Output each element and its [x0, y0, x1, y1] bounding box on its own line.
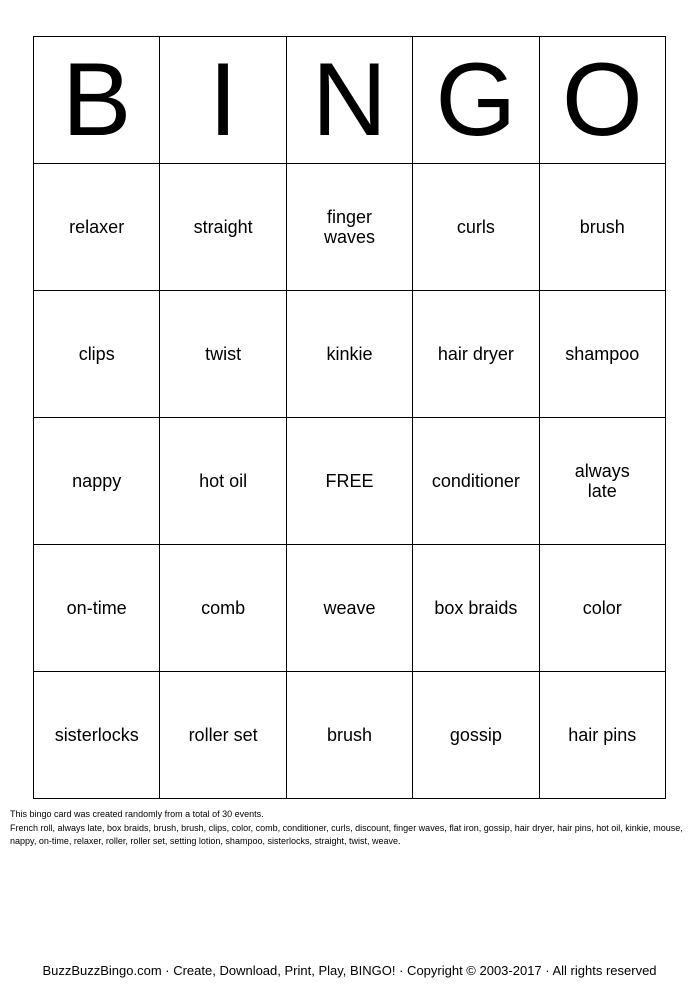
bingo-cell — [34, 291, 160, 418]
notes-summary: This bingo card was created randomly from a total of 30 events. — [10, 809, 264, 819]
bingo-cell — [539, 672, 665, 799]
bingo-cell — [413, 291, 539, 418]
cell-label: kinkie — [326, 344, 373, 364]
bingo-cell — [34, 418, 160, 545]
cell-label: comb — [201, 598, 246, 618]
cell-label: hair pins — [568, 725, 637, 745]
page-footer: BuzzBuzzBingo.com · Create, Download, Print, Play, BINGO! · Copyright © 2003-2017 · All rights reserved — [42, 963, 657, 978]
bingo-cell — [160, 545, 286, 672]
cell-label: color — [582, 598, 622, 618]
header-letter-g: G — [413, 37, 539, 164]
bingo-cell — [413, 164, 539, 291]
bingo-cell — [160, 418, 286, 545]
cell-label: conditioner — [431, 471, 520, 491]
bingo-cell — [539, 164, 665, 291]
cell-label: hair dryer — [437, 344, 514, 364]
cell-label: weave — [323, 598, 376, 618]
bingo-cell — [160, 672, 286, 799]
bingo-row-4 — [34, 545, 666, 672]
header-letter-o: O — [539, 37, 665, 164]
bingo-cell — [34, 164, 160, 291]
cell-label: twist — [205, 344, 242, 364]
bingo-row-3 — [34, 418, 666, 545]
cell-label: relaxer — [69, 217, 125, 237]
cell-label: brush — [579, 217, 625, 237]
bingo-row-1 — [34, 164, 666, 291]
bingo-cell — [539, 545, 665, 672]
bingo-cell — [34, 672, 160, 799]
bingo-cell — [286, 291, 412, 418]
cell-label: box braids — [434, 598, 518, 618]
notes-event-list: French roll, always late, box braids, brush, brush, clips, color, comb, conditioner, curls, discount, finger waves, flat iron, gossip, hair dryer, hair pins, hot oil, kinkie, mouse, nappy, on-time, relaxer, roller, roller set, setting lotion, shampoo, sisterlocks, straight, twist, weave. — [10, 822, 683, 846]
bingo-cell — [286, 672, 412, 799]
bingo-cell — [286, 545, 412, 672]
free-space-label: FREE — [325, 471, 374, 491]
bingo-card — [33, 36, 666, 799]
bingo-cell — [413, 672, 539, 799]
cell-label: roller set — [188, 725, 258, 745]
bingo-cell — [539, 418, 665, 545]
bingo-cell — [286, 164, 412, 291]
cell-label: gossip — [449, 725, 502, 745]
cell-label: straight — [193, 217, 253, 237]
bingo-cell — [160, 291, 286, 418]
cell-label: finger waves — [323, 207, 375, 247]
cell-label: hot oil — [199, 471, 248, 491]
bingo-header-row — [34, 37, 666, 164]
bingo-cell-free — [286, 418, 412, 545]
header-letter-n: N — [286, 37, 412, 164]
bingo-cell — [34, 545, 160, 672]
cell-label: on-time — [66, 598, 127, 618]
cell-label: shampoo — [565, 344, 640, 364]
bingo-row-5 — [34, 672, 666, 799]
bingo-cell — [160, 164, 286, 291]
bingo-row-2 — [34, 291, 666, 418]
cell-label: curls — [456, 217, 495, 237]
header-letter-i: I — [160, 37, 286, 164]
cell-label: brush — [326, 725, 372, 745]
cell-label: sisterlocks — [54, 725, 139, 745]
bingo-cell — [413, 545, 539, 672]
header-letter-b: B — [34, 37, 160, 164]
cell-label: clips — [78, 344, 115, 364]
cell-label: always late — [574, 461, 630, 501]
bingo-cell — [539, 291, 665, 418]
card-notes — [10, 808, 690, 849]
bingo-cell — [413, 418, 539, 545]
cell-label: nappy — [72, 471, 122, 491]
